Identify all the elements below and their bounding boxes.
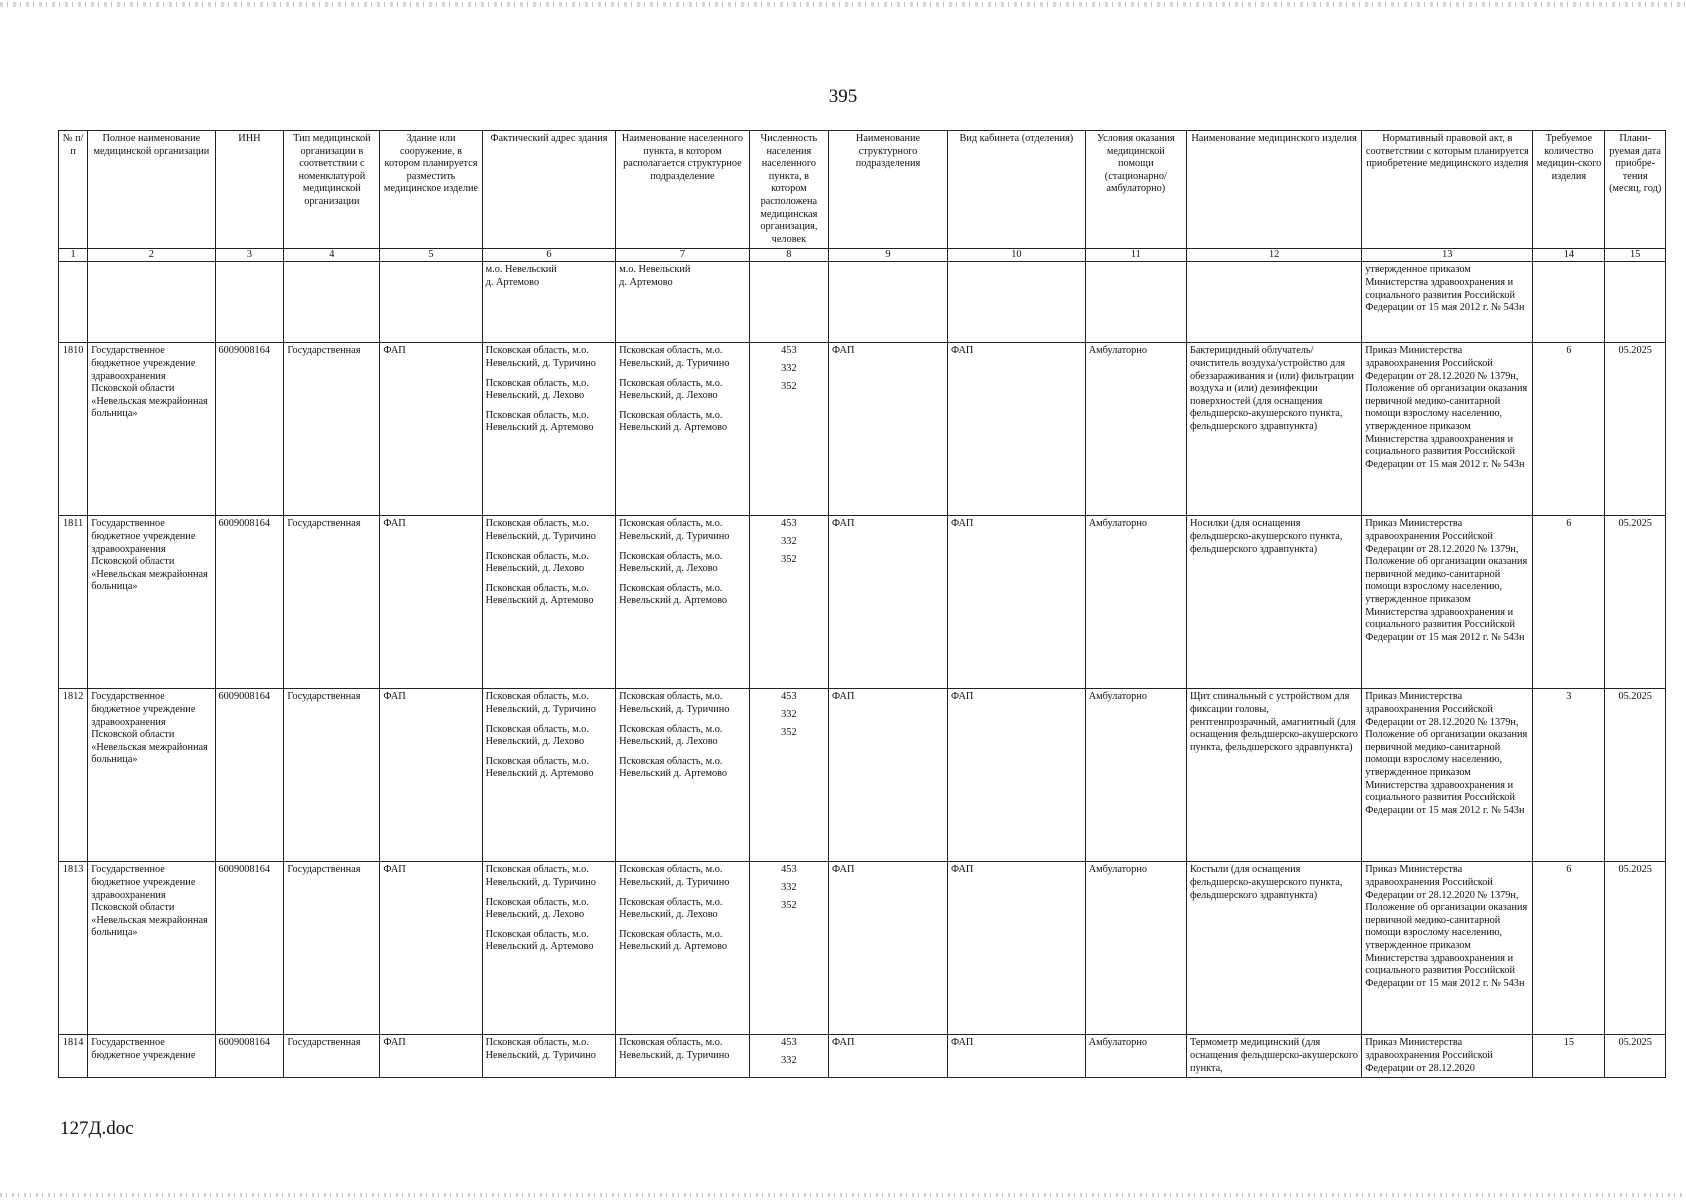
cell-type: Государственная — [284, 689, 380, 862]
cell-building: ФАП — [380, 862, 482, 1035]
cell-org: Государственное бюджетное учреждение здравоохранения Псковской области «Невельская межрайонная больница» — [88, 689, 215, 862]
column-number: 1 — [59, 249, 88, 262]
column-number: 13 — [1362, 249, 1533, 262]
cell-device: Термометр медицинский (для оснащения фельдшерско-акушерского пункта, — [1186, 1035, 1361, 1078]
cell-conditions: Амбулаторно — [1085, 516, 1186, 689]
cell-conditions: Амбулаторно — [1085, 1035, 1186, 1078]
cell-act: Приказ Министерства здравоохранения Российской Федерации от 28.12.2020 — [1362, 1035, 1533, 1078]
cell-inn: 6009008164 — [215, 1035, 284, 1078]
cell-date — [1605, 262, 1666, 343]
cell-conditions: Амбулаторно — [1085, 343, 1186, 516]
settlement-entry: Псковская область, м.о. Невельский д. Артемово — [619, 928, 728, 953]
cell-cabinet: ФАП — [947, 862, 1085, 1035]
cell-no: 1813 — [59, 862, 88, 1035]
address-entry: Псковская область, м.о. Невельский д. Артемово — [485, 755, 594, 780]
column-number: 5 — [380, 249, 482, 262]
table-row — [59, 862, 1666, 1035]
cell-device: Щит спинальный с устройством для фиксации головы, рентгенпрозрачный, амагнитный (для оснащения фельдшерско-акушерского пункта, фельдшерского здравпункта) — [1186, 689, 1361, 862]
cell-unit: ФАП — [829, 343, 948, 516]
cell-cabinet: ФАП — [947, 689, 1085, 862]
column-header: Фактический адрес здания — [482, 131, 616, 249]
cell-no: 1814 — [59, 1035, 88, 1078]
column-header: Наименование медицинского изделия — [1186, 131, 1361, 249]
column-number: 9 — [829, 249, 948, 262]
cell-unit: ФАП — [829, 862, 948, 1035]
cell-type — [284, 262, 380, 343]
cell-act: утвержденное приказом Министерства здравоохранения и социального развития Российской Федерации от 15 мая 2012 г. № 543н — [1362, 262, 1533, 343]
population-entry: 453 — [781, 518, 797, 530]
cell-org: Государственное бюджетное учреждение — [88, 1035, 215, 1078]
cell-settlement — [616, 689, 750, 862]
column-header: Нормативный правовой акт, в соответствии с которым планируется приобретение медицинского изделия — [1362, 131, 1533, 249]
cell-act: Приказ Министерства здравоохранения Российской Федерации от 28.12.2020 № 1379н, Положение об организации оказания первичной медико-санитарной помощи взрослому населению, утвержденное приказом Министерства здравоохранения и социального развития Российской Федерации от 15 мая 2012 г. № 543н — [1362, 516, 1533, 689]
cell-type: Государственная — [284, 862, 380, 1035]
cell-cabinet — [947, 262, 1085, 343]
column-header: Наименование структурного подразделения — [829, 131, 948, 249]
cell-date: 05.2025 — [1605, 516, 1666, 689]
cell-population — [749, 343, 828, 516]
cell-no — [59, 262, 88, 343]
cell-qty: 6 — [1533, 343, 1605, 516]
cell-unit: ФАП — [829, 1035, 948, 1078]
cell-type: Государственная — [284, 343, 380, 516]
column-header: Плани-руемая дата приобре-тения (месяц, год) — [1605, 131, 1666, 249]
cell-address — [482, 862, 616, 1035]
settlement-entry: Псковская область, м.о. Невельский, д. Туричино — [619, 345, 730, 369]
table-body — [59, 262, 1666, 1078]
column-header: Наименование населенного пункта, в котором располагается структурное подразделение — [616, 131, 750, 249]
cell-unit — [829, 262, 948, 343]
cell-address — [482, 343, 616, 516]
cell-inn: 6009008164 — [215, 862, 284, 1035]
cell-type: Государственная — [284, 1035, 380, 1078]
cell-population — [749, 862, 828, 1035]
column-header: Вид кабинета (отделения) — [947, 131, 1085, 249]
table-row — [59, 516, 1666, 689]
continuation-row — [59, 262, 1666, 343]
cell-population — [749, 1035, 828, 1078]
settlement-entry: Псковская область, м.о. Невельский, д. Туричино — [619, 691, 730, 715]
address-entry: Псковская область, м.о. Невельский, д. Лехово — [485, 550, 589, 575]
table-row — [59, 343, 1666, 516]
cell-address — [482, 516, 616, 689]
cell-qty: 3 — [1533, 689, 1605, 862]
table-row — [59, 689, 1666, 862]
population-entry: 332 — [781, 1054, 797, 1066]
settlement-entry: Псковская область, м.о. Невельский д. Артемово — [619, 582, 728, 607]
cell-qty: 6 — [1533, 516, 1605, 689]
column-number: 2 — [88, 249, 215, 262]
column-header: № п/п — [59, 131, 88, 249]
column-number: 11 — [1085, 249, 1186, 262]
cell-org: Государственное бюджетное учреждение здравоохранения Псковской области «Невельская межрайонная больница» — [88, 862, 215, 1035]
cell-date: 05.2025 — [1605, 1035, 1666, 1078]
address-entry: Псковская область, м.о. Невельский д. Артемово — [485, 409, 594, 434]
column-header: Полное наименование медицинской организации — [88, 131, 215, 249]
cell-inn: 6009008164 — [215, 689, 284, 862]
cell-conditions: Амбулаторно — [1085, 862, 1186, 1035]
address-entry: Псковская область, м.о. Невельский, д. Туричино — [485, 1037, 596, 1061]
address-entry: Псковская область, м.о. Невельский, д. Лехово — [485, 896, 589, 921]
cell-address — [482, 689, 616, 862]
cell-cabinet: ФАП — [947, 343, 1085, 516]
column-header: ИНН — [215, 131, 284, 249]
column-header: Численность населения населенного пункта, в котором расположена медицинская организация, человек — [749, 131, 828, 249]
population-entry: 453 — [781, 864, 797, 876]
cell-act: Приказ Министерства здравоохранения Российской Федерации от 28.12.2020 № 1379н, Положение об организации оказания первичной медико-санитарной помощи взрослому населению, утвержденное приказом Министерства здравоохранения и социального развития Российской Федерации от 15 мая 2012 г. № 543н — [1362, 689, 1533, 862]
equipment-register-table — [58, 130, 1666, 1078]
cell-population — [749, 516, 828, 689]
cell-inn — [215, 262, 284, 343]
address-entry: Псковская область, м.о. Невельский, д. Туричино — [485, 345, 596, 369]
settlement-entry: Псковская область, м.о. Невельский, д. Лехово — [619, 896, 723, 921]
cell-org: Государственное бюджетное учреждение здравоохранения Псковской области «Невельская межрайонная больница» — [88, 343, 215, 516]
cell-settlement — [616, 1035, 750, 1078]
column-header: Тип медицинской организации в соответствии с номенклатурой медицинской организации — [284, 131, 380, 249]
population-entry: 453 — [781, 345, 797, 357]
cell-device: Носилки (для оснащения фельдшерско-акушерского пункта, фельдшерского здравпункта) — [1186, 516, 1361, 689]
address-entry: Псковская область, м.о. Невельский д. Артемово — [485, 582, 594, 607]
population-entry: 352 — [781, 726, 797, 738]
cell-building: ФАП — [380, 1035, 482, 1078]
column-number-row — [59, 249, 1666, 262]
cell-no: 1811 — [59, 516, 88, 689]
cell-date: 05.2025 — [1605, 689, 1666, 862]
cell-address: м.о. Невельский д. Артемово — [482, 262, 616, 343]
cell-building: ФАП — [380, 343, 482, 516]
population-entry: 453 — [781, 691, 797, 703]
cell-no: 1810 — [59, 343, 88, 516]
settlement-entry: Псковская область, м.о. Невельский д. Артемово — [619, 755, 728, 780]
population-entry: 332 — [781, 708, 797, 720]
table-row — [59, 1035, 1666, 1078]
cell-device: Костыли (для оснащения фельдшерско-акушерского пункта, фельдшерского здравпункта) — [1186, 862, 1361, 1035]
column-number: 6 — [482, 249, 616, 262]
population-entry: 332 — [781, 535, 797, 547]
cell-cabinet: ФАП — [947, 1035, 1085, 1078]
address-entry: Псковская область, м.о. Невельский, д. Лехово — [485, 377, 589, 402]
column-number: 10 — [947, 249, 1085, 262]
settlement-entry: Псковская область, м.о. Невельский, д. Туричино — [619, 864, 730, 888]
address-entry: Псковская область, м.о. Невельский, д. Туричино — [485, 864, 596, 888]
column-number: 15 — [1605, 249, 1666, 262]
cell-conditions — [1085, 262, 1186, 343]
column-header: Требуемое количество медицин-ского изделия — [1533, 131, 1605, 249]
cell-settlement: м.о. Невельский д. Артемово — [616, 262, 750, 343]
address-entry: Псковская область, м.о. Невельский, д. Туричино — [485, 518, 596, 542]
cell-device — [1186, 262, 1361, 343]
cell-settlement — [616, 343, 750, 516]
cell-org: Государственное бюджетное учреждение здравоохранения Псковской области «Невельская межрайонная больница» — [88, 516, 215, 689]
column-number: 7 — [616, 249, 750, 262]
population-entry: 332 — [781, 362, 797, 374]
cell-org — [88, 262, 215, 343]
settlement-entry: Псковская область, м.о. Невельский, д. Лехово — [619, 723, 723, 748]
header-row — [59, 131, 1666, 249]
footer-filename: 127Д.doc — [60, 1118, 134, 1139]
cell-settlement — [616, 516, 750, 689]
cell-address — [482, 1035, 616, 1078]
cell-inn: 6009008164 — [215, 343, 284, 516]
address-entry: Псковская область, м.о. Невельский, д. Туричино — [485, 691, 596, 715]
cell-date: 05.2025 — [1605, 862, 1666, 1035]
cell-population — [749, 689, 828, 862]
cell-building: ФАП — [380, 516, 482, 689]
cell-settlement — [616, 862, 750, 1035]
cell-population — [749, 262, 828, 343]
cell-qty: 15 — [1533, 1035, 1605, 1078]
cell-type: Государственная — [284, 516, 380, 689]
settlement-entry: Псковская область, м.о. Невельский д. Артемово — [619, 409, 728, 434]
address-entry: Псковская область, м.о. Невельский д. Артемово — [485, 928, 594, 953]
column-number: 4 — [284, 249, 380, 262]
population-entry: 352 — [781, 553, 797, 565]
column-header: Здание или сооружение, в котором планируется разместить медицинское изделие — [380, 131, 482, 249]
population-entry: 352 — [781, 899, 797, 911]
page-number: 395 — [828, 86, 858, 107]
settlement-entry: Псковская область, м.о. Невельский, д. Лехово — [619, 550, 723, 575]
population-entry: 352 — [781, 380, 797, 392]
settlement-entry: Псковская область, м.о. Невельский, д. Туричино — [619, 1037, 730, 1061]
column-number: 12 — [1186, 249, 1361, 262]
cell-qty: 6 — [1533, 862, 1605, 1035]
cell-act: Приказ Министерства здравоохранения Российской Федерации от 28.12.2020 № 1379н, Положение об организации оказания первичной медико-санитарной помощи взрослому населению, утвержденное приказом Министерства здравоохранения и социального развития Российской Федерации от 15 мая 2012 г. № 543н — [1362, 862, 1533, 1035]
cell-conditions: Амбулаторно — [1085, 689, 1186, 862]
cell-cabinet: ФАП — [947, 516, 1085, 689]
address-entry: Псковская область, м.о. Невельский, д. Лехово — [485, 723, 589, 748]
cell-building: ФАП — [380, 689, 482, 862]
column-number: 8 — [749, 249, 828, 262]
cell-act: Приказ Министерства здравоохранения Российской Федерации от 28.12.2020 № 1379н, Положение об организации оказания первичной медико-санитарной помощи взрослому населению, утвержденное приказом Министерства здравоохранения и социального развития Российской Федерации от 15 мая 2012 г. № 543н — [1362, 343, 1533, 516]
column-number: 14 — [1533, 249, 1605, 262]
settlement-entry: Псковская область, м.о. Невельский, д. Туричино — [619, 518, 730, 542]
population-entry: 332 — [781, 881, 797, 893]
cell-date: 05.2025 — [1605, 343, 1666, 516]
scan-edge-top — [0, 2, 1686, 7]
settlement-entry: Псковская область, м.о. Невельский, д. Лехово — [619, 377, 723, 402]
cell-unit: ФАП — [829, 516, 948, 689]
scan-edge-bottom — [0, 1193, 1686, 1197]
column-header: Условия оказания медицинской помощи (стационарно/ амбулаторно) — [1085, 131, 1186, 249]
population-entry: 453 — [781, 1037, 797, 1049]
column-number: 3 — [215, 249, 284, 262]
cell-device: Бактерицидный облучатель/очиститель воздуха/устройство для обеззараживания и (или) фильтрации воздуха и (или) дезинфекции поверхностей (для оснащения фельдшерско-акушерского пункта, фельдшерского здравпункта) — [1186, 343, 1361, 516]
cell-no: 1812 — [59, 689, 88, 862]
cell-qty — [1533, 262, 1605, 343]
cell-unit: ФАП — [829, 689, 948, 862]
cell-inn: 6009008164 — [215, 516, 284, 689]
cell-building — [380, 262, 482, 343]
